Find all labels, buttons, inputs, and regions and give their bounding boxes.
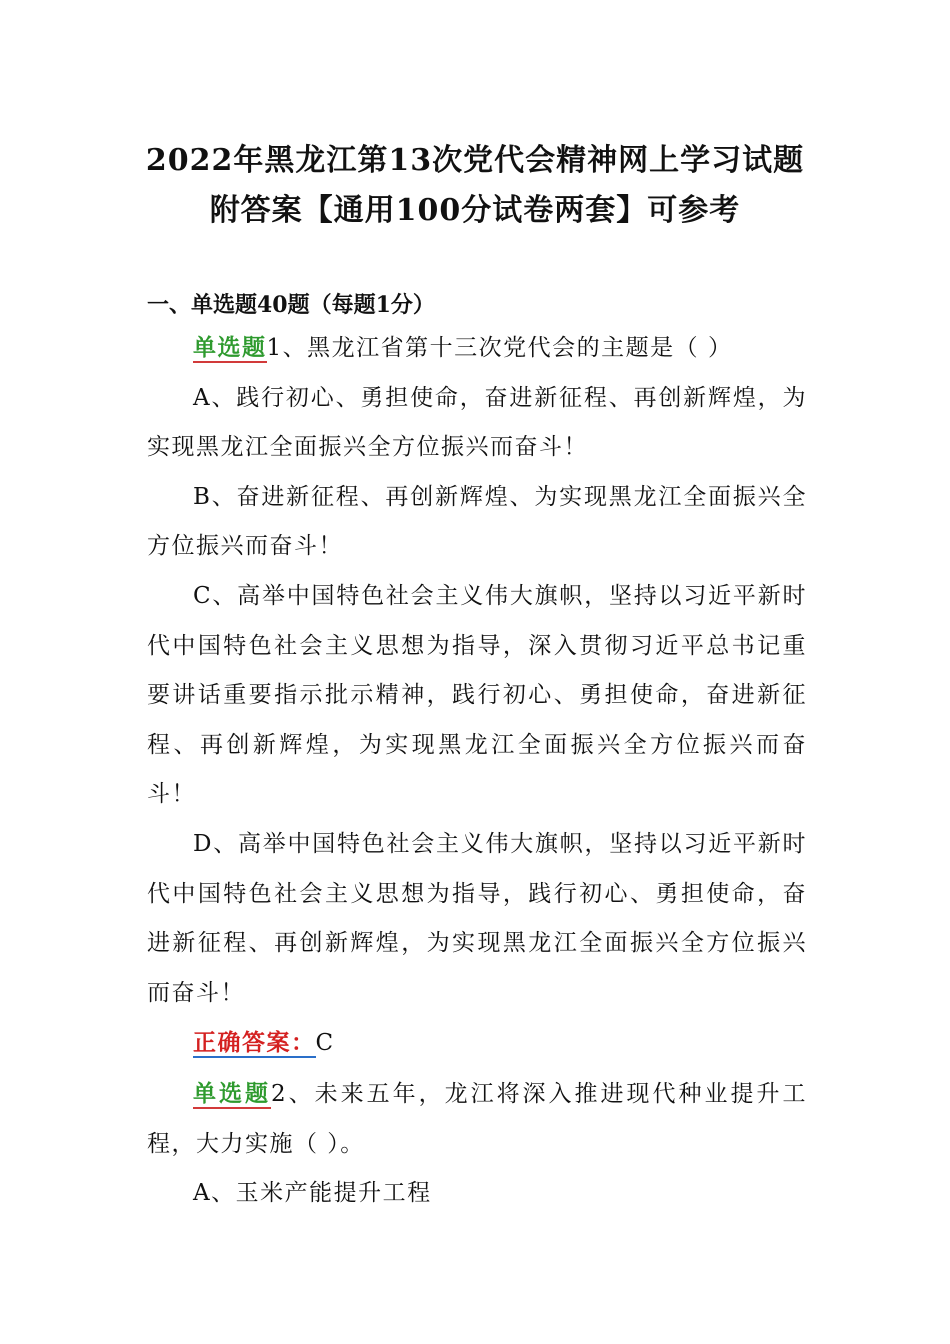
- question-2-stem: [147, 1069, 807, 1169]
- question-text: 2、未来五年，龙江将深入推进现代种业提升工程，大力实施（ ）。: [147, 1080, 807, 1157]
- question-1-option-a: A、践行初心、勇担使命，奋进新征程、再创新辉煌，为实现黑龙江全面振兴全方位振兴而奋斗！: [147, 384, 807, 461]
- question-1-option-c: C、高举中国特色社会主义伟大旗帜，坚持以习近平新时代中国特色社会主义思想为指导，深入贯彻习近平总书记重要讲话重要指示批示精神，践行初心、勇担使命，奋进新征程、再创新辉煌，为实现黑龙江全面振兴全方位振兴而奋斗！: [147, 582, 807, 808]
- question-1-answer: [147, 1018, 807, 1069]
- question-2-option-a: A、玉米产能提升工程: [193, 1180, 432, 1207]
- question-1-option-b: B、奋进新征程、再创新辉煌、为实现黑龙江全面振兴全方位振兴而奋斗！: [147, 483, 807, 560]
- document-title-line-2: 附答案【通用100分试卷两套】可参考: [209, 193, 741, 228]
- section-heading: 一、单选题40题（每题1分）: [147, 292, 435, 318]
- question-1-stem: [147, 323, 807, 374]
- document-body: [147, 323, 807, 1219]
- answer-value: C: [315, 1030, 335, 1057]
- question-type-tag: 单选题: [193, 1079, 271, 1107]
- answer-label: 正确答案：: [193, 1029, 316, 1057]
- document-title-line-1: 2022年黑龙江第13次党代会精神网上学习试题: [145, 143, 805, 178]
- question-1-option-d: D、高举中国特色社会主义伟大旗帜，坚持以习近平新时代中国特色社会主义思想为指导，践行初心、勇担使命，奋进新征程、再创新辉煌，为实现黑龙江全面振兴全方位振兴而奋斗！: [147, 830, 807, 1006]
- question-text: 1、黑龙江省第十三次党代会的主题是（ ）: [266, 335, 733, 361]
- question-type-tag: 单选题: [193, 334, 267, 361]
